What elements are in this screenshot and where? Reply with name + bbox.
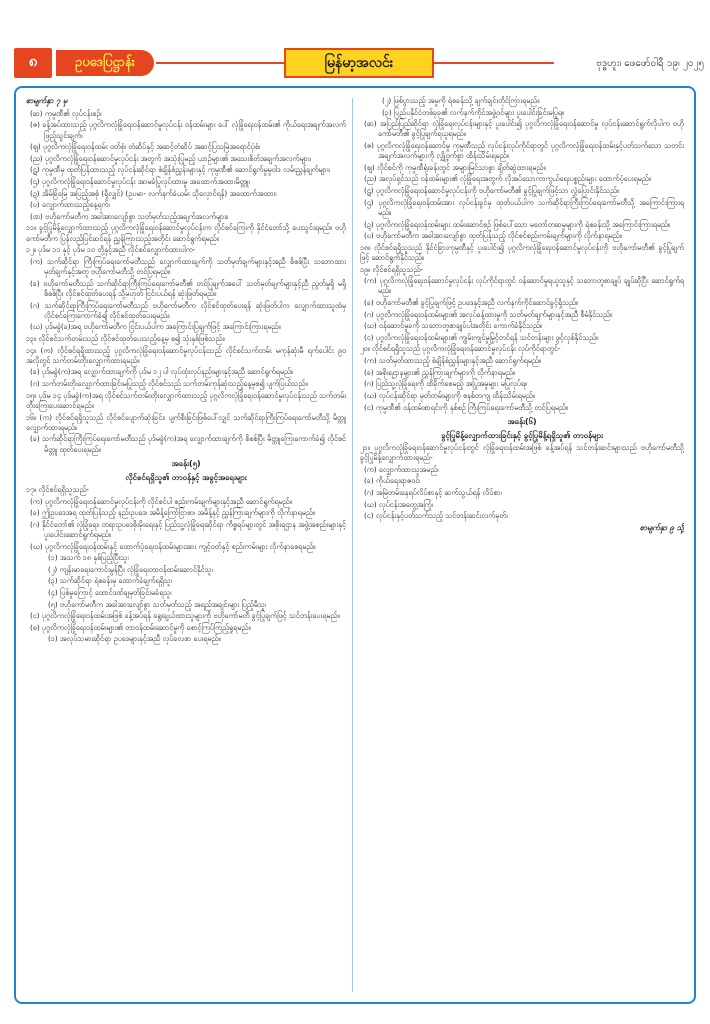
paragraph: ၂၀။ လိုင်စင်ရရှိသူသည် ပုဂ္ဂလိကလုံခြုံရေးဝန်ဆောင်မှုလုပ်ငန်း လုပ်ကိုင်ရာတွင်- [360,344,561,354]
paragraph: (၄) ပြစ်မှုကြောင့် ထောင်ဒဏ်ချမှတ်ခြင်းမခံရသူ၊ [48,587,172,597]
paragraph: (ဂ) သက်တမ်းတိုးလျှောက်ထားခြင်းမပြုသည့် လိုင်စင်သည် သက်တမ်းကုန်ဆုံးသည့်နေ့မှစ၍ ပျက်ပြယ်သည်။ [30,379,308,389]
page-number: ၈ [14,48,52,78]
continued-to: စာမျက်နှာ ၉ သို့ [639,523,684,533]
paragraph: (ဎ) ဗဟိုကော်မတီက အခါအားလျော်စွာ ထုတ်ပြန်သည့် လိုင်စင်စည်းကမ်းချက်များကို လိုက်နာရမည်။ [364,231,622,241]
paragraph: (က) လျှောက်ထားသူအမည်၊ [364,464,439,474]
paragraph: ၁၉။ လိုင်စင်ရရှိသူသည်- [360,264,423,274]
paragraph: ၁၇။ လိုင်စင်ရရှိသူသည်- [26,484,89,494]
page-header [14,48,704,78]
paragraph: ၁၄။ (က) လိုင်စင်ရရှိထားသည့် ပုဂ္ဂလိကလုံခြုံရေးဝန်ဆောင်မှုလုပ်ငန်းသည် လိုင်စင်သက်တမ်း မကုန်ဆုံးမီ ရက်ပေါင်း ၉၀ အလိုတွင် သက်တမ်းတိုးလျှောက်ထားရမည်။ [26,345,346,365]
paragraph: (၁) အလုပ်သမားဆိုင်ရာ ဥပဒေများနှင့်အညီ လုပ်ခလစာ ပေးရမည်။ [48,634,221,644]
paragraph: ၁၁။ ခွင့်ပြုမိန့်လျှောက်ထားသည့် ပုဂ္ဂလိကလုံခြုံရေးဝန်ဆောင်မှုလုပ်ငန်းက လိုင်စင်ကြေးကို နိုင်ငံတော်သို့ ပေးသွင်းရမည်။ ဗဟိုကော်မတီက ပြန်လည်ပြင်ဆင်ရန် ညွှန်ကြားသည့်အတိုင်း ဆောင်ရွက်ရမည်။ [26,223,346,243]
paragraph: (ခ) ကိုယ်ရေးရာဇဝင်၊ [364,476,421,486]
left-paragraphs-a [26,109,346,455]
paragraph: (က) သက်ဆိုင်ရာ ကြီးကြပ်ရေးကော်မတီသည် လျှောက်ထားချက်ကို သတ်မှတ်ချက်များနှင့်အညီ စိစစ်ပြီး သဘောထားမှတ်ချက်နှင့်အတူ ဗဟိုကော်မတီသို့ တင်ပြရမည်။ [30,256,346,277]
paragraph: ၂၁။ ပုဂ္ဂလိကလုံခြုံရေးဝန်ဆောင်မှုလုပ်ငန်းတွင် လုံခြုံရေးဝန်ထမ်းအဖြစ် ခန့်အပ်ရန် သင်တန်းဆင်းများသည် ဗဟိုကော်မတီသို့ ခွင့်ပြုမိန့်လျှောက်ထားရမည်- [360,442,684,463]
header-rule-left [156,62,284,64]
paragraph: (ဃ) ပုဂ္ဂလိကလုံခြုံရေးဝန်ထမ်းနှင့် ထောက်ပံ့ရေးဝန်ထမ်းများအား ကျင့်ဝတ်နှင့် စည်းကမ်းများ လိုက်နာစေရမည်။ [30,541,316,551]
paragraph: (င) ကုမ္ပဏီ၏ ဝန်ထမ်းစာရင်းကို နှစ်စဉ် ကြီးကြပ်ရေးကော်မတီသို့ တင်ပြရမည်။ [364,402,569,412]
paragraph: (ခ) ပုဒ်မခွဲ(က)အရ လျှောက်ထားချက်ကို ပုဒ်မ ၁၂ ပါ လုပ်ထုံးလုပ်နည်းများနှင့်အညီ ဆောင်ရွက်ရမည်။ [30,367,294,377]
paragraph: (င) လုပ်ငန်းနှင့်ပတ်သက်သည့် သင်တန်းဆင်းလက်မှတ်၊ [364,511,508,521]
issue-date: ဗုဒ္ဓဟူး၊ ဖေဖော်ဝါရီ ၁၉၊ ၂၀၂၅ [596,58,704,69]
paragraph: (က) သတ်မှတ်ထားသည့် စံချိန်စံညွှန်းများနှင့်အညီ ဆောင်ရွက်ရမည်။ [364,356,541,366]
paragraph: (၃) ပြည်ပနိုင်ငံတစ်ခုခု၏ လက်နက်ကိုင်အဖွဲ့ဝင်များ ပူးပေါင်းခြင်းမပြုရ။ [382,107,565,117]
right-paragraphs-b [360,443,684,521]
paragraph: (ဈ) လိုင်စင်ကို ကုမ္ပဏီရုံးခန်းတွင် အများမြင်သာစွာ ချိတ်ဆွဲထားရမည်။ [364,162,546,172]
header-rule-right [434,62,554,64]
paragraph: (ဎ) လျှောက်ထားသည့်နေ့ရက်၊ [30,200,110,210]
paragraph: (ဇ) ပုဂ္ဂလိကလုံခြုံရေးဝန်ဆောင်မှု ကုမ္ပဏီသည် လုပ်ငန်းလုပ်ကိုင်ရာတွင် ပုဂ္ဂလိကလုံခြုံရေးဝန်ထမ်းနှင့်ပတ်သက်သော သတင်းအချက်အလက်များကို လျှို့ဝှက်စွာ ထိန်းသိမ်းရမည်။ [364,141,684,161]
paragraph: ၁၈။ လိုင်စင်ရရှိသူသည် နိုင်ငံခြားကုမ္ပဏီနှင့် ပူးပေါင်း၍ ပုဂ္ဂလိကလုံခြုံရေးဝန်ဆောင်မှုလုပ်ငန်းကို ဗဟိုကော်မတီ၏ ခွင့်ပြုချက်ဖြင့် ဆောင်ရွက်နိုင်သည်။ [360,242,684,262]
section-label: ဥပဒေပြဋ္ဌာန်း [56,50,154,76]
paragraph: (ဂ) ပြည်သူ့လုံခြုံရေးကို ထိခိုက်စေမည့် အပြုအမူများ မပြုလုပ်ရ။ [364,379,528,389]
right-column [360,96,684,996]
paragraph: (င) ပုဂ္ဂလိကလုံခြုံရေးဝန်ထမ်းအဖြစ် ခန့်အပ်ရန် ရွေးချယ်ထားသူများကို ဗဟိုကော်မတီ ခွင့်ပြုချက်ဖြင့် သင်တန်းပေးရမည်။ [30,611,340,621]
continued-from: စာမျက်နှာ ၇ မှ [26,96,68,105]
paragraph: (က) ပုဂ္ဂလိကလုံခြုံရေးဝန်ဆောင်မှုလုပ်ငန်းကို လိုင်စင်ပါ စည်းကမ်းချက်များနှင့်အညီ ဆောင်ရွက်ရမည်။ [30,496,292,506]
paragraph: (ဃ) လုပ်ငန်းဆိုင်ရာ မှတ်တမ်းများကို စနစ်တကျ ထိန်းသိမ်းရမည်။ [364,390,535,400]
paragraph: (ဋ) ပုဂ္ဂလိကလုံခြုံရေးဝန်ဆောင်မှုလုပ်ငန်းကို ဗဟိုကော်မတီ၏ ခွင့်ပြုချက်ဖြင့်သာ လွှဲပြောင်းနိုင်သည်။ [364,186,620,196]
paragraph: (၂) ဖြစ်ပွားသည့် အမှုကို ရဲစခန်းသို့ ချက်ချင်းတိုင်ကြားရမည်။ [382,96,540,105]
paragraph: (ဌ) ပုဂ္ဂလိကလုံခြုံရေးဝန်ထမ်းအား လုပ်ငန်းခွင်မှ ထုတ်ပယ်ပါက သက်ဆိုင်ရာကြီးကြပ်ရေးကော်မတီသို့ အကြောင်းကြားရမည်။ [364,197,684,217]
paragraph: (၁) အသက် ၁၈ နှစ်ပြည့်ပြီးသူ၊ [48,553,129,563]
paragraph: (ဍ) ပုဂ္ဂလိကလုံခြုံရေးဝန်ထမ်းများ ထမ်းဆောင်စဉ် ဖြစ်ပေါ်သော မတော်တဆမှုများကို ရဲစခန်းသို့ အကြောင်းကြားရမည်။ [364,219,671,229]
paragraph: (င) ပုဂ္ဂလိကလုံခြုံရေးဝန်ထမ်းများ၏ ကျွမ်းကျင်မှုမြှင့်တင်ရန် သင်တန်းများ ဖွင့်လှစ်နိုင်သည်။ [364,332,599,342]
newspaper-title: မြန်မာ့အလင်း [284,48,434,78]
chapter-title: အခန်း(၆) [507,416,537,426]
paragraph: (က) ပုဂ္ဂလိကလုံခြုံရေးဝန်ဆောင်မှုလုပ်ငန်း လုပ်ကိုင်ရာတွင် ဝန်ဆောင်မှုရယူသူနှင့် သဘောတူစာချုပ် ချုပ်ဆိုပြီး ဆောင်ရွက်ရမည်။ [364,276,684,296]
paragraph: (၃) သက်ဆိုင်ရာ ရဲစခန်းမှ ထောက်ခံချက်ရရှိသူ၊ [48,576,172,586]
chapter-subtitle: ခွင့်ပြုမိန့်လျှောက်ထားခြင်းနှင့် ခွင့်ပြုမိန့်ရရှိသူ၏ တာဝန်များ [441,430,603,440]
paragraph: ၁၆။ (က) လိုင်စင်ရရှိသူသည် လိုင်စင်ပျောက်ဆုံးခြင်း၊ ပျက်စီးခြင်းဖြစ်ပေါ်လျှင် သက်ဆိုင်ရာကြီးကြပ်ရေးကော်မတီသို့ မိတ္တူလျှောက်ထားရမည်။ [26,412,346,432]
paragraph: (ဏ) ဗဟိုကော်မတီက အခါအားလျော်စွာ သတ်မှတ်သည့်အချက်အလက်များ။ [30,211,229,221]
paragraph: (ခ) ဗဟိုကော်မတီ၏ ခွင့်ပြုချက်ဖြင့် ဥပဒေနှင့်အညီ လက်နက်ကိုင်ဆောင်ခွင့်ရှိသည်။ [364,298,579,308]
left-column [26,96,346,996]
article-frame [14,86,696,1004]
paragraph: (ဍ) အိမ်ခြံမြေ အပြည့်အစုံ (ရှိလျှင်) (ဥပမာ- လက်နက်ခဲယမ်း သိုလှောင်ရန်) အထောက်အထား၊ [30,188,277,198]
paragraph: (ခ) အစိုးရဌာနများ၏ ညွှန်ကြားချက်များကို လိုက်နာရမည်။ [364,367,515,377]
paragraph: (ဂ) ပုဂ္ဂလိကလုံခြုံရေးဝန်ထမ်းများ၏ အလုပ်ခန့်ထားမှုကို သတ်မှတ်ချက်များနှင့်အညီ စီမံနိုင်သည်။ [364,309,613,319]
column-divider [352,98,353,992]
paragraph: (ခ) ဗဟိုကော်မတီသည် သက်ဆိုင်ရာကြီးကြပ်ရေးကော်မတီ၏ တင်ပြချက်အပေါ် သတ်မှတ်ချက်များနှင့်ညီ ညွတ်မှုရှိ မရှိ စိစစ်ပြီး လိုင်စင်ထုတ်ပေးရန် သို့မဟုတ် ငြင်းပယ်ရန် ဆုံးဖြတ်ရမည်။ [30,278,346,298]
paragraph: (ည) ပုဂ္ဂလိကလုံခြုံရေးဝန်ဆောင်မှုလုပ်ငန်း အတွက် အသုံးပြုမည့် ယာဉ်များ၏ အသေးစိတ်အချက်အလက်များ၊ [30,153,311,163]
paragraph: (ဃ) လုပ်ငန်းအတွေ့အကြုံ၊ [364,499,433,509]
paragraph: (ဋ) ကုမ္ပဏီမှ ထုတ်ပြန်ထားသည့် လုပ်ငန်းဆိုင်ရာ စံချိန်စံညွှန်းများနှင့် ကုမ္ပဏီ၏ ဆောင်ရွက်မှုမူဝါဒ လမ်းညွှန်ချက်များ၊ [30,165,330,175]
right-paragraphs-a [360,96,684,413]
paragraph: (ဂ) သက်ဆိုင်ရာကြီးကြပ်ရေးကော်မတီသည် ဗဟိုကော်မတီက လိုင်စင်ထုတ်ပေးရန် ဆုံးဖြတ်ပါက လျှောက်ထားသူထံမှ လိုင်စင်ကြေးကောက်ခံ၍ လိုင်စင်ထုတ်ပေးရမည်။ [30,300,346,320]
chapter-subtitle: လိုင်စင်ရရှိသူ၏ တာဝန်နှင့် အခွင့်အရေးများ [125,472,247,482]
paragraph: ၁၃။ လိုင်စင်သက်တမ်းသည် လိုင်စင်ထုတ်ပေးသည့်နေ့မှ စ၍ သုံးနှစ်ဖြစ်သည်။ [26,334,225,344]
paragraph: (ည) အလုပ်ရှင်သည် ဝန်ထမ်းများ၏ လုံခြုံရေးအတွက် လိုအပ်သောကာကွယ်ရေးပစ္စည်းများ ထောက်ပံ့ပေးရမည်။ [364,174,651,184]
paragraph: ၁၂။ ပုဒ်မ ၁၁ နှင့် ပုဒ်မ ၁၀ တို့နှင့်အညီ လိုင်စင်လျှောက်ထားပါက- [26,245,196,255]
paragraph: (စ) ပုဂ္ဂလိကလုံခြုံရေးဝန်ထမ်းများ၏ တာဝန်ထမ်းဆောင်မှုကို စောင့်ကြပ်ကြည့်ရှုရမည်။ [30,622,251,632]
paragraph: (ဂ) နိုင်ငံတော်၏ လုံခြုံရေး၊ တရားဥပဒေစိုးမိုးရေးနှင့် ပြည်သူ့လုံခြုံရေးဆိုင်ရာ ကိစ္စရပ်များတွင် အစိုးရဌာန အဖွဲ့အစည်းများနှင့် ပူးပေါင်းဆောင်ရွက်ရမည်။ [30,519,346,539]
paragraph: (ဆ) ကုမ္ပဏီ၏ လုပ်ငန်းစဉ်၊ [30,108,102,118]
paragraph: (ခ) ဤဥပဒေအရ ထုတ်ပြန်သည့် နည်းဥပဒေ၊ အမိန့်ကြော်ငြာစာ၊ အမိန့်နှင့် ညွှန်ကြားချက်များကို လိုက်နာရမည်။ [30,508,315,518]
paragraph: (ဃ) ပုဒ်မခွဲ(ခ)အရ ဗဟိုကော်မတီက ငြင်းပယ်ပါက အကြောင်းပြချက်ဖြင့် အကြောင်းကြားရမည်။ [30,322,281,332]
paragraph: ၁၅။ ပုဒ်မ ၁၄ ပုဒ်မခွဲ(က)အရ လိုင်စင်သက်တမ်းတိုးလျှောက်ထားသည့် ပုဂ္ဂလိကလုံခြုံရေးဝန်ဆောင်မှုလုပ်ငန်းသည် သက်တမ်းတိုးကြေးပေးဆောင်ရမည်။ [26,390,346,410]
paragraph: (ဃ) ဝန်ဆောင်မှုခကို သဘောတူစာချုပ်ပါအတိုင်း ကောက်ခံနိုင်သည်။ [364,321,543,331]
paragraph: (၂) ကျန်းမာရေးကောင်းမွန်ပြီး လုံခြုံရေးတာဝန်ထမ်းဆောင်နိုင်သူ၊ [48,564,213,574]
chapter-title: အခန်း(၅) [171,458,201,468]
paragraph: (ဌ) ပုဂ္ဂလိကလုံခြုံရေးဝန်ဆောင်မှုလုပ်ငန်း အာမခံပြုလုပ်ထားမှု အထောက်အထားမိတ္တူ၊ [30,177,250,187]
paragraph: (ခ) သက်ဆိုင်ရာကြီးကြပ်ရေးကော်မတီသည် ပုဒ်မခွဲ(က)အရ လျှောက်ထားချက်ကို စိစစ်ပြီး မိတ္တူကြေးကောက်ခံ၍ လိုင်စင်မိတ္တူ ထုတ်ပေးရမည်။ [30,434,346,454]
paragraph: (ဂ) အမြဲတမ်းနေရပ်လိပ်စာနှင့် ဆက်သွယ်ရန် လိပ်စာ၊ [364,487,502,497]
paragraph: (ဆ) အပြည်ပြည်ဆိုင်ရာ လုံခြုံရေးလုပ်ငန်းများနှင့် ပူးပေါင်း၍ ပုဂ္ဂလိကလုံခြုံရေးဝန်ဆောင်မှု လုပ်ငန်းဆောင်ရွက်လိုပါက ဗဟိုကော်မတီ၏ ခွင့်ပြုချက်ရယူရမည်။ [364,119,684,139]
paragraph: (ဇ) ခန့်အပ်ထားသည့် ပုဂ္ဂလိကလုံခြုံရေးဝန်ဆောင်မှုလုပ်ငန်း ဝန်ထမ်းများ ပေါ် လုံခြုံရေးဝန်ထမ်း၏ ကိုယ်ရေးအချက်အလက်ဖြည့်သွင်းချက်၊ [30,120,346,140]
left-paragraphs-b [26,485,346,645]
paragraph: (ဈ) ပုဂ္ဂလိကလုံခြုံရေးဝန်ထမ်း ဝတ်စုံ၊ တံဆိပ်နှင့် အဆင့်တံဆိပ် အဆင့်ပြသမြဲအရောင်ပုံစံ၊ [30,142,261,152]
paragraph: (၅) ဗဟိုကော်မတီက အခါအားလျော်စွာ သတ်မှတ်သည့် အရည်အချင်းများ ပြည့်မီသူ၊ [48,599,266,609]
